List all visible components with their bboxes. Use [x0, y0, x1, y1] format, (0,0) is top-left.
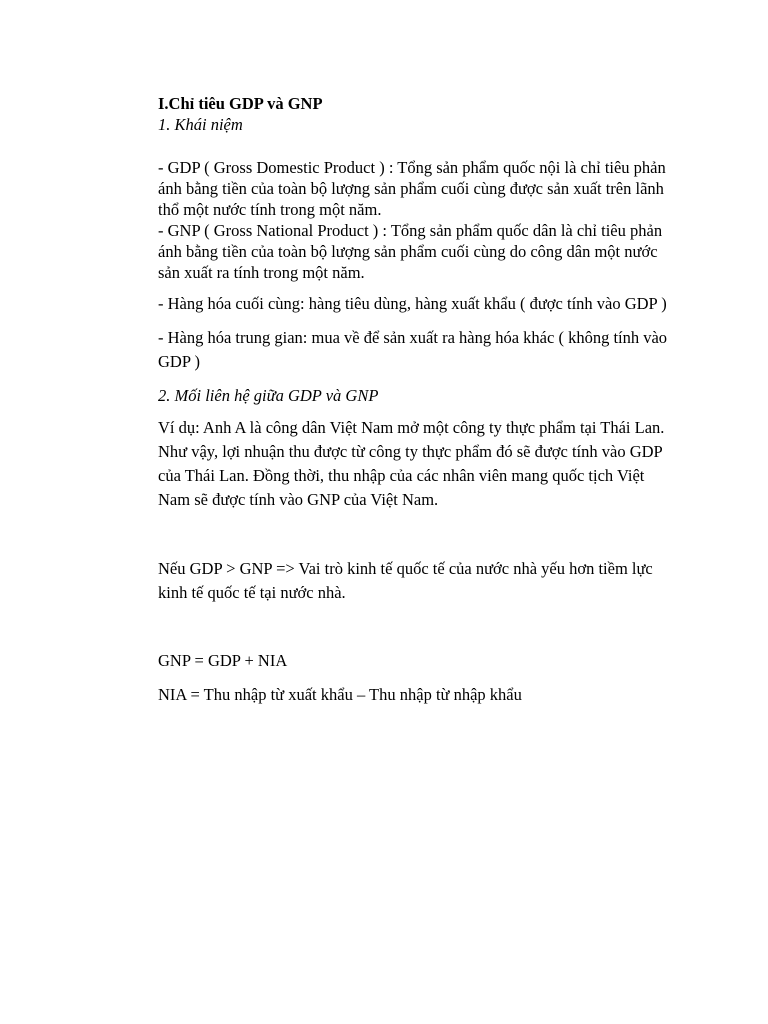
section-2-heading: 2. Mối liên hệ giữa GDP và GNP: [158, 386, 379, 405]
gnp-formula: GNP = GDP + NIA: [158, 651, 288, 670]
nia-formula: NIA = Thu nhập từ xuất khẩu – Thu nhập từ nhập khẩu: [158, 685, 522, 704]
document-page: [158, 93, 678, 707]
gnp-definition: - GNP ( Gross National Product ) : Tổng sản phẩm quốc dân là chỉ tiêu phản ánh bằng tiền của toàn bộ lượng sản phẩm cuối cùng do công dân một nước sản xuất ra tính trong một năm.: [158, 221, 663, 282]
example-paragraph: Ví dụ: Anh A là công dân Việt Nam mở một công ty thực phẩm tại Thái Lan. Như vậy, lợi nhuận thu được từ công ty thực phẩm đó sẽ được tính vào GDP của Thái Lan. Đồng thời, thu nhập của các nhân viên mang quốc tịch Việt Nam sẽ được tính vào GNP của Việt Nam.: [158, 418, 665, 509]
section-1-heading: 1. Khái niệm: [158, 115, 243, 134]
gdp-definition: - GDP ( Gross Domestic Product ) : Tổng sản phẩm quốc nội là chỉ tiêu phản ánh bằng tiền của toàn bộ lượng sản phẩm cuối cùng được sản xuất trên lãnh thổ một nước tính trong một năm.: [158, 158, 666, 219]
document-title: I.Chỉ tiêu GDP và GNP: [158, 94, 323, 113]
final-goods-paragraph: - Hàng hóa cuối cùng: hàng tiêu dùng, hàng xuất khẩu ( được tính vào GDP ): [158, 294, 667, 313]
comparison-paragraph: Nếu GDP > GNP => Vai trò kinh tế quốc tế của nước nhà yếu hơn tiềm lực kinh tế quốc tế tại nước nhà.: [158, 559, 653, 602]
intermediate-goods-paragraph: - Hàng hóa trung gian: mua về để sản xuất ra hàng hóa khác ( không tính vào GDP ): [158, 328, 668, 371]
